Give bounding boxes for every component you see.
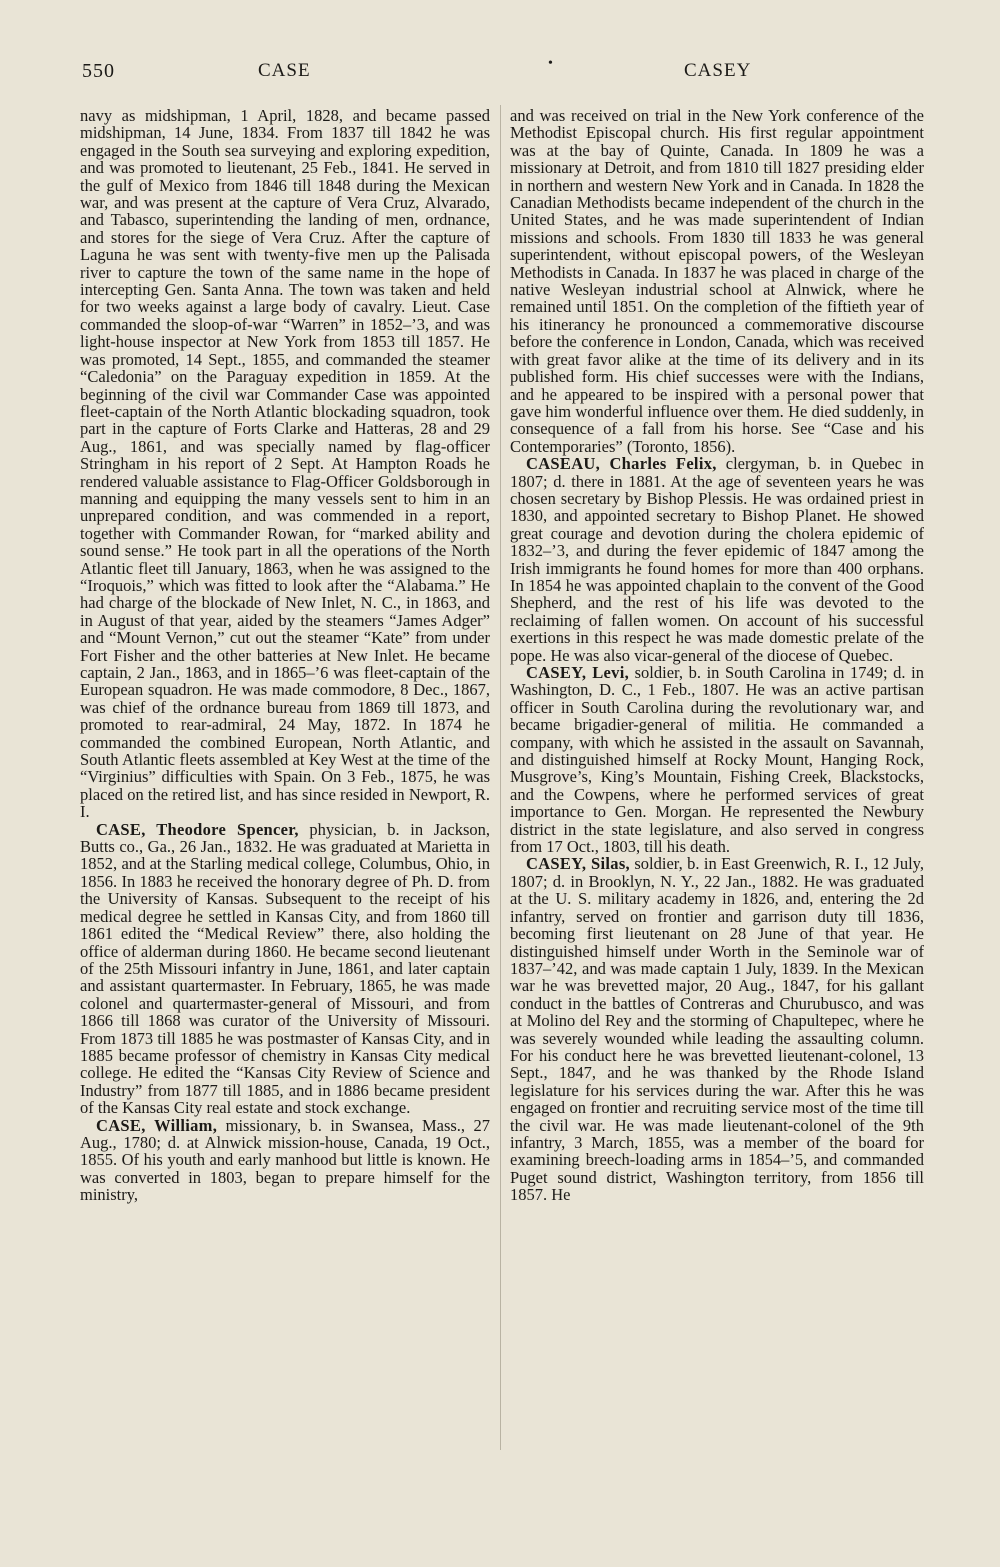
page-number: 550 xyxy=(82,60,115,82)
entry-case-william xyxy=(80,1117,490,1204)
entry-text: clergyman, b. in Quebec in 1807; d. there in 1881. At the age of seventeen years he was chosen secretary by Bishop Plessis. He was ordained priest in 1830, and appointed secretary to Bishop Planet. He showed great courage and devotion during the cholera epidemic of 1832–’3, and during the fever epidemic of 1847 among the Irish immigrants he found homes for more than 400 orphans. In 1854 he was appointed chaplain to the convent of the Good Shepherd, and the rest of his life was devoted to the reclaiming of fallen women. On account of his successful exertions in this respect he was made domestic prelate of the pope. He was also vicar-general of the diocese of Quebec. xyxy=(510,454,925,665)
right-column xyxy=(510,107,924,1204)
right-running-title: CASEY xyxy=(684,60,752,81)
running-header xyxy=(0,56,1000,90)
continued-paragraph: and was received on trial in the New York conference of the Methodist Episcopal church. His first regular appointment was at the bay of Quinte, Canada. In 1809 he was a missionary at Detroit, and from 1810 till 1827 presiding elder in northern and western New York and in Canada. In 1828 the Canadian Methodists became independent of the church in the United States, and he was made superintendent of Indian missions and schools. From 1830 till 1833 he was general superintendent, without episcopal powers, of the Wesleyan Methodists in Canada. In 1837 he was placed in charge of the native Wesleyan industrial school at Alnwick, where he remained until 1851. On the completion of the fiftieth year of his itinerancy he pronounced a commemorative discourse before the conference in London, Canada, which was received with great favor alike at the time of its delivery and in its published form. His chief successes were with the Indians, and he appeared to be inspired with a personal power that gave him wonderful influence over them. He died suddenly, in consequence of a fall from his horse. See “Case and his Contemporaries” (Toronto, 1856). xyxy=(510,106,924,456)
entry-casey-silas xyxy=(510,855,924,1203)
entry-text: soldier, b. in East Greenwich, R. I., 12 July, 1807; d. in Brooklyn, N. Y., 22 Jan., 1882. He was graduated at the U. S. military academy in 1826, and, entering the 2d infantry, served on frontier and garrison duty till 1836, becoming first lieutenant on 28 June of that year. He distinguished himself under Worth in the Seminole war of 1837–’42, and was made captain 1 July, 1839. In the Mexican war he was brevetted major, 20 Aug., 1847, for his gallant conduct in the battles of Contreras and Churubusco, and was at Molino del Rey and the storming of Chapultepec, where he was severely wounded while leading the assaulting column. For his conduct here he was brevetted lieutenant-colonel, 13 Sept., 1847, and he was thanked by the Rhode Island legislature for his services during the war. After this he was engaged on frontier and recruiting service most of the time till the civil war. He was made lieutenant-colonel of the 9th infantry, 3 March, 1855, was a member of the board for examining breech-loading arms in 1854–’5, and commanded Puget sound district, Washington territory, from 1856 till 1857. He xyxy=(510,854,924,1205)
entry-heading: CASEY, Levi, xyxy=(526,663,630,682)
entry-caseau-charles-felix xyxy=(510,455,924,664)
entry-text: physician, b. in Jackson, Butts co., Ga., 26 Jan., 1832. He was graduated at Marietta in 1852, and at the Starling medical college, Columbus, Ohio, in 1856. In 1883 he received the honorary degree of Ph. D. from the University of Kansas. Subsequent to the receipt of his medical degree he settled in Kansas City, and from 1860 till 1861 edited the “Medical Review” there, also holding the office of alderman during 1860. He became second lieutenant of the 25th Missouri infantry in June, 1861, and later captain and assistant quartermaster. In February, 1865, he was made colonel and quartermaster-general of Missouri, and from 1866 till 1868 was curator of the University of Missouri. From 1873 till 1885 he was postmaster of Kansas City, and in 1885 became professor of chemistry in Kansas City medical college. He edited the “Kansas City Review of Science and Industry” from 1877 till 1885, and in 1886 became president of the Kansas City real estate and stock exchange. xyxy=(80,819,490,1118)
left-running-title: CASE xyxy=(258,60,311,81)
entry-text: soldier, b. in South Carolina in 1749; d. in Washington, D. C., 1 Feb., 1807. He was an active partisan officer in South Carolina during the revolutionary war, and became brigadier-general of militia. He commanded a company, with which he assisted in the assault on Savannah, and distinguished himself at Rocky Mount, Hanging Rock, Musgrove’s, King’s Mountain, Fishing Creek, Blackstocks, and the Cowpens, where he performed services of great importance to Gen. Morgan. He represented the Newbury district in the state legislature, and also served in congress from 17 Oct., 1803, till his death. xyxy=(510,663,924,857)
entry-heading: CASEAU, Charles Felix, xyxy=(526,454,717,474)
continued-paragraph: navy as midshipman, 1 April, 1828, and became passed midshipman, 14 June, 1834. From 1837 till 1842 he was engaged in the South sea surveying and exploring expedition, and was promoted to lieutenant, 25 Feb., 1841. He served in the gulf of Mexico from 1846 till 1848 during the Mexican war, and was present at the capture of Vera Cruz, Alvarado, and Tabasco, superintending the landing of men, ordnance, and stores for the siege of Vera Cruz. After the capture of Laguna he was sent with twenty-five men up the Palisada river to capture the town of the same name in the hope of intercepting Gen. Santa Anna. The town was taken and held for two weeks against a large body of cavalry. Lieut. Case commanded the sloop-of-war “Warren” in 1852–’3, and was light-house inspector at New York from 1853 till 1857. He was promoted, 14 Sept., 1855, and commanded the steamer “Caledonia” on the Paraguay expedition in 1859. At the beginning of the civil war Commander Case was appointed fleet-captain of the North Atlantic blockading squadron, took part in the capture of Forts Clarke and Hatteras, 28 and 29 Aug., 1861, and was specially named by flag-officer Stringham in his report of 2 Sept. At Hampton Roads he rendered valuable assistance to Flag-Officer Goldsborough in manning and equipping the many vessels sent to him in an unprepared condition, and was commended in a report, together with Commander Rowan, for “marked ability and sound sense.” He took part in all the operations of the North Atlantic fleet till January, 1863, when he was assigned to the “Iroquois,” which was fitted to look after the “Alabama.” He had charge of the blockade of New Inlet, N. C., in 1863, and in August of that year, aided by the steamers “James Adger” and “Mount Vernon,” cut out the steamer “Kate” from under Fort Fisher and the other batteries at New Inlet. He became captain, 2 Jan., 1863, and in 1865–’6 was fleet-captain of the European squadron. He was made commodore, 8 Dec., 1867, was chief of the ordnance bureau from 1869 till 1873, and promoted to rear-admiral, 24 May, 1872. In 1874 he commanded the combined European, North Atlantic, and South Atlantic fleets assembled at Key West at the time of the “Virginius” difficulties with Spain. On 3 Feb., 1875, he was placed on the retired list, and has since resided in Newport, R. I. xyxy=(80,106,490,822)
entry-heading: CASE, Theodore Spencer, xyxy=(96,819,299,839)
left-column xyxy=(80,107,490,1204)
entry-heading: CASE, William, xyxy=(96,1115,218,1135)
entry-heading: CASEY, Silas, xyxy=(526,854,630,874)
entry-casey-levi xyxy=(510,664,924,855)
column-divider xyxy=(500,105,501,1450)
header-dot: • xyxy=(548,56,554,71)
entry-text: missionary, b. in Swansea, Mass., 27 Aug., 1780; d. at Alnwick mission-house, Canada, 19 Oct., 1855. Of his youth and early manhood but little is known. He was converted in 1803, began to prepare himself for the ministry, xyxy=(80,1115,490,1205)
entry-case-theodore-spencer xyxy=(80,821,490,1117)
